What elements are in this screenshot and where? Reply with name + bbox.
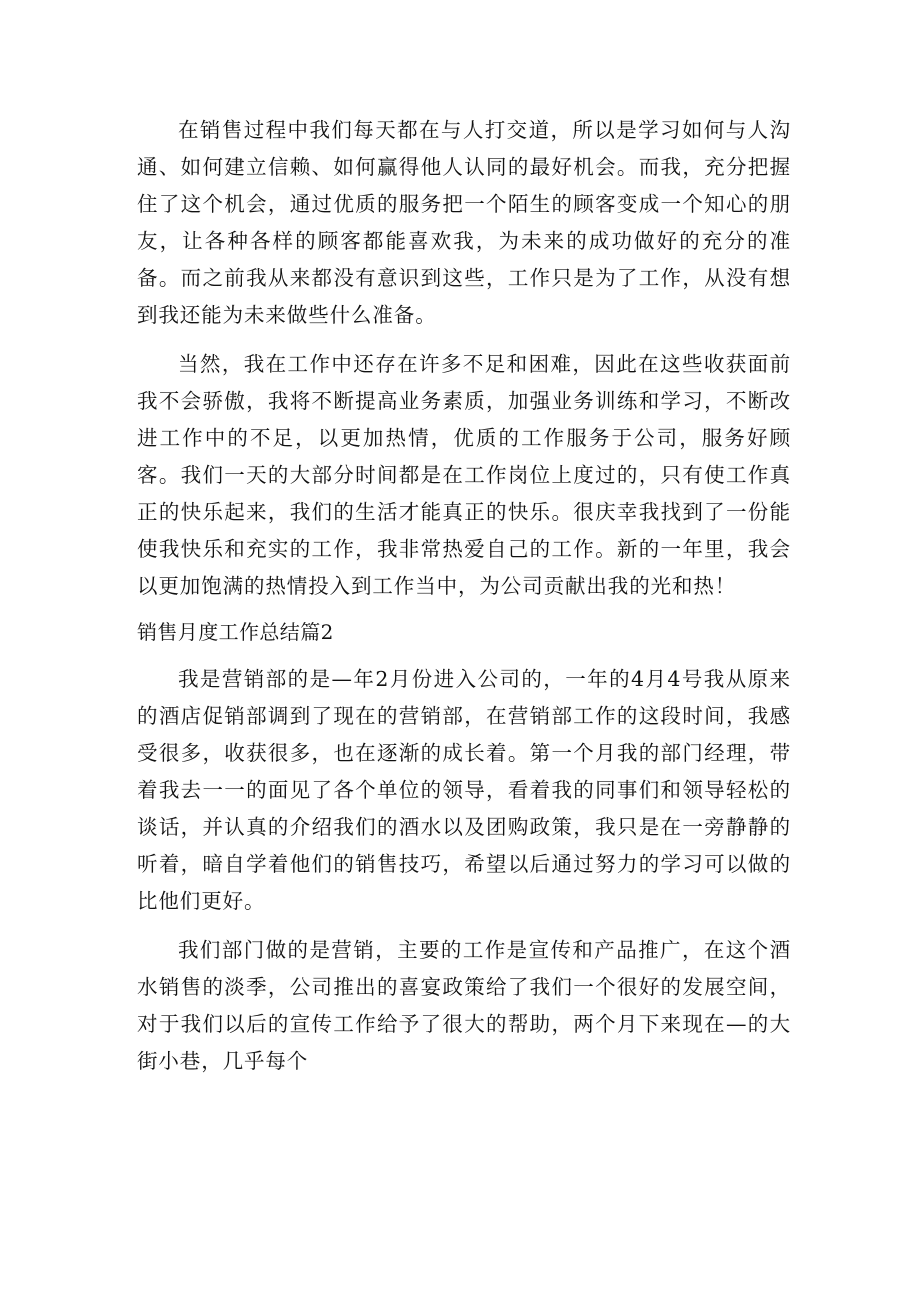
document-body bbox=[137, 112, 791, 1080]
paragraph: 当然，我在工作中还存在许多不足和困难，因此在这些收获面前我不会骄傲，我将不断提高业务素质，加强业务训练和学习，不断改进工作中的不足，以更加热情，优质的工作服务于公司，服务好顾客。我们一天的大部分时间都是在工作岗位上度过的，只有使工作真正的快乐起来，我们的生活才能真正的快乐。很庆幸我找到了一份能使我快乐和充实的工作，我非常热爱自己的工作。新的一年里，我会以更加饱满的热情投入到工作当中，为公司贡献出我的光和热！ bbox=[137, 352, 791, 598]
paragraph: 在销售过程中我们每天都在与人打交道，所以是学习如何与人沟通、如何建立信赖、如何赢得他人认同的最好机会。而我，充分把握住了这个机会，通过优质的服务把一个陌生的顾客变成一个知心的朋友，让各种各样的顾客都能喜欢我，为未来的成功做好的充分的准备。而之前我从来都没有意识到这些，工作只是为了工作，从没有想到我还能为未来做些什么准备。 bbox=[137, 118, 791, 327]
paragraph: 我们部门做的是营销，主要的工作是宣传和产品推广，在这个酒水销售的淡季，公司推出的喜宴政策给了我们一个很好的发展空间，对于我们以后的宣传工作给予了很大的帮助，两个月下来现在—的大街小巷，几乎每个 bbox=[137, 938, 791, 1073]
section-heading: 销售月度工作总结篇2 bbox=[137, 620, 334, 644]
paragraph: 我是营销部的是—年2月份进入公司的，一年的4月4号我从原来的酒店促销部调到了现在的营销部，在营销部工作的这段时间，我感受很多，收获很多，也在逐渐的成长着。第一个月我的部门经理，带着我去一一的面见了各个单位的领导，看着我的同事们和领导轻松的谈话，并认真的介绍我们的酒水以及团购政策，我只是在一旁静静的听着，暗自学着他们的销售技巧，希望以后通过努力的学习可以做的比他们更好。 bbox=[137, 667, 791, 913]
